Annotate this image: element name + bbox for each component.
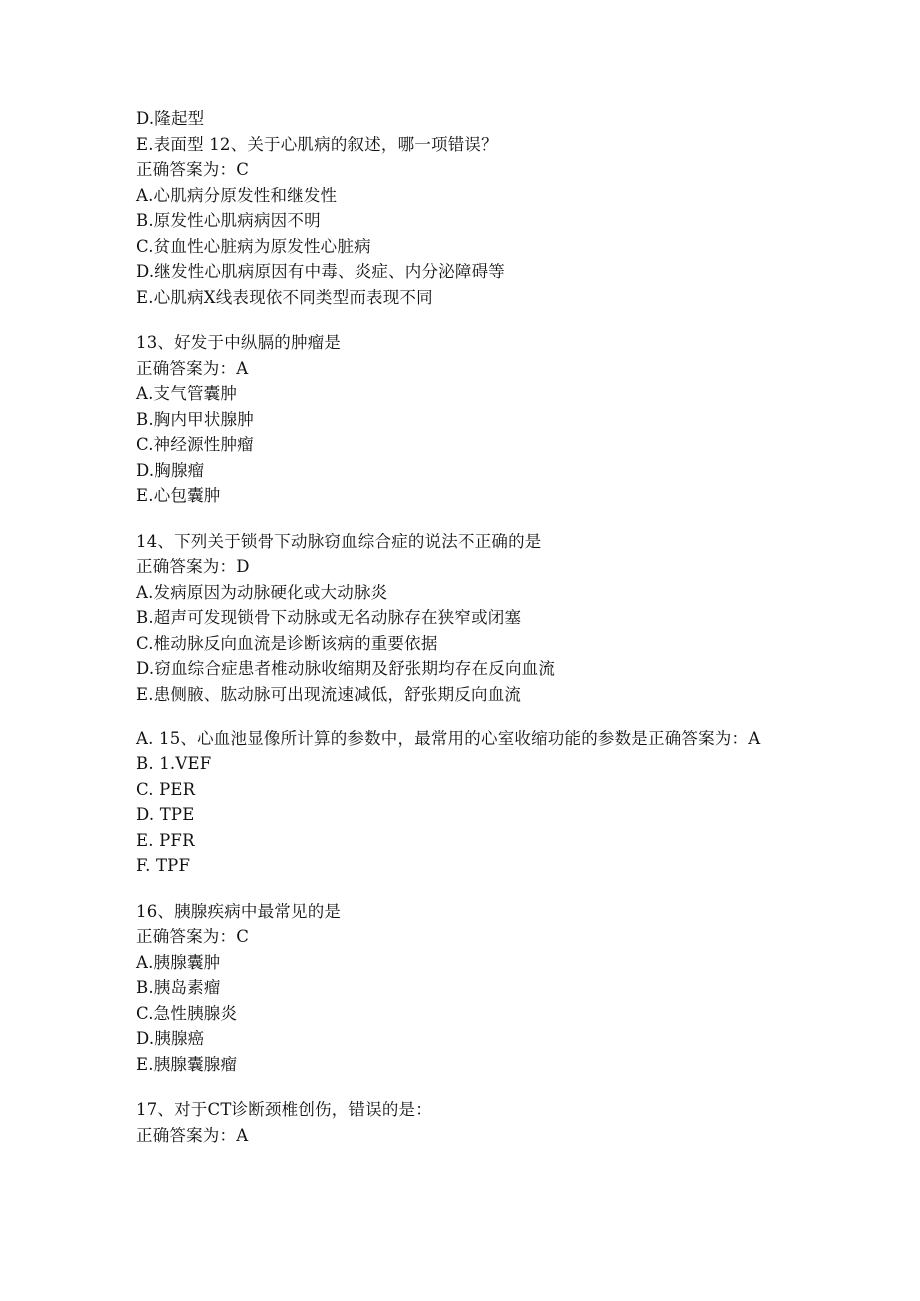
question-14: 14、下列关于锁骨下动脉窃血综合症的说法不正确的是 <box>136 531 542 551</box>
option: B. 1.VEF <box>136 754 212 773</box>
option: C.贫血性心脏病为原发性心脏病 <box>136 236 371 256</box>
option: E.胰腺囊腺瘤 <box>136 1054 238 1074</box>
option: A.胰腺囊肿 <box>136 952 221 972</box>
option: F. TPF <box>136 856 191 875</box>
option: A.发病原因为动脉硬化或大动脉炎 <box>136 582 388 602</box>
question-16: 16、胰腺疾病中最常见的是 <box>136 901 342 921</box>
answer-13: 正确答案为：A <box>136 358 249 378</box>
option: A.支气管囊肿 <box>136 384 238 403</box>
option: B.胰岛素瘤 <box>136 978 221 997</box>
option: B.胸内甲状腺肿 <box>136 409 254 429</box>
option-d-prev: D.隆起型 <box>136 109 205 128</box>
document-page <box>136 106 836 1148</box>
option: C.急性胰腺炎 <box>136 1003 238 1023</box>
option: C.椎动脉反向血流是诊断该病的重要依据 <box>136 633 438 653</box>
answer-12: 正确答案为：C <box>136 160 250 179</box>
option: A.心肌病分原发性和继发性 <box>136 185 338 205</box>
option: D.窃血综合症患者椎动脉收缩期及舒张期均存在反向血流 <box>136 659 556 678</box>
option: C. PER <box>136 779 196 799</box>
option: E.患侧腋、肱动脉可出现流速减低，舒张期反向血流 <box>136 684 522 704</box>
option: B.原发性心肌病病因不明 <box>136 211 321 230</box>
option: B.超声可发现锁骨下动脉或无名动脉存在狭窄或闭塞 <box>136 608 522 627</box>
question-15: A. 15、心血池显像所计算的参数中，最常用的心室收缩功能的参数是正确答案为：A <box>136 729 761 748</box>
option: D.胰腺癌 <box>136 1029 205 1048</box>
option: E.心包囊肿 <box>136 486 221 505</box>
option: E. PFR <box>136 830 195 850</box>
question-13: 13、好发于中纵膈的肿瘤是 <box>136 333 342 352</box>
option: E.心肌病X线表现依不同类型而表现不同 <box>136 287 433 307</box>
answer-16: 正确答案为：C <box>136 927 250 946</box>
option: D.胸腺瘤 <box>136 460 205 480</box>
answer-14: 正确答案为：D <box>136 557 250 576</box>
question-17: 17、对于CT诊断颈椎创伤，错误的是： <box>136 1100 432 1119</box>
option: C.神经源性肿瘤 <box>136 435 254 454</box>
option: D.继发性心肌病原因有中毒、炎症、内分泌障碍等 <box>136 262 505 281</box>
question-12: E.表面型 12、关于心肌病的叙述，哪一项错误？ <box>136 134 498 154</box>
option: D. TPE <box>136 805 195 824</box>
answer-17: 正确答案为：A <box>136 1125 249 1145</box>
